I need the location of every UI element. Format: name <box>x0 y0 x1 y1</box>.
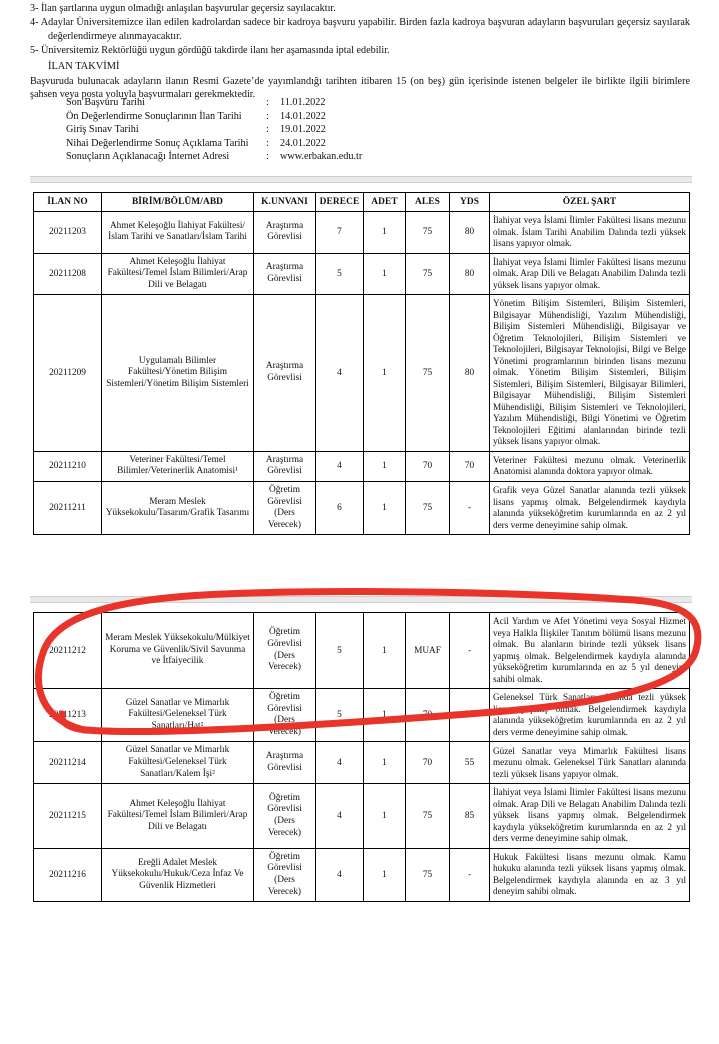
date-separator: : <box>266 110 269 122</box>
cell-birim: Meram Meslek Yüksekokulu/Mülkiyet Koruma ve Güvenlik/Sivil Savunma ve İtfaiyecilik <box>102 613 254 689</box>
cell-ozel-sart: Acil Yardım ve Afet Yönetimi veya Sosyal Hizmet veya Halkla İlişkiler Tanıtım bölümü lisans mezunu olmak. Bu alanların birinde tezli yüksek lisans yapmış olmak. Belgelendirmek kaydıyla alanında yükseköğretim kurumlarında en az 5 yıl deneyim sahibi olmak. <box>490 613 690 689</box>
intro-block <box>30 2 690 102</box>
cell-unvan: Araştırma Görevlisi <box>254 295 316 452</box>
intro-line-3: 3- İlan şartlarına uygun olmadığı anlaşılan başvurular geçersiz sayılacaktır. <box>30 3 336 14</box>
basvuru-paragraph: Başvuruda bulunacak adayların ilanın Resmi Gazete’de yayımlandığı tarihten itibaren 15 (on beş) gün içerisinde istenen belgeler ile birlikte ilgili birimlere şahsen veya posta yoluyla başvurmaları gerekmektedir. <box>30 75 690 100</box>
cell-ozel-sart: İlahiyat veya İslami İlimler Fakültesi lisans mezunu olmak. İslam Tarihi Anabilim Dalında tezli yüksek lisans yapıyor olmak. <box>490 212 690 254</box>
date-separator: : <box>266 97 269 108</box>
cell-adet: 1 <box>364 689 406 742</box>
cell-ilan-no: 20211213 <box>34 689 102 742</box>
cell-ilan-no: 20211209 <box>34 295 102 452</box>
cell-unvan: Araştırma Görevlisi <box>254 253 316 295</box>
table-row <box>34 253 690 295</box>
date-label: Son Başvuru Tarihi <box>66 97 145 108</box>
cell-ozel-sart: Veteriner Fakültesi mezunu olmak. Veterinerlik Anatomisi alanında doktora yapıyor olmak. <box>490 451 690 481</box>
cell-adet: 1 <box>364 295 406 452</box>
cell-derece: 5 <box>316 689 364 742</box>
date-label: Sonuçların Açıklanacağı İnternet Adresi <box>66 151 230 163</box>
intro-line-5: 5- Üniversitemiz Rektörlüğü uygun gördüğü takdirde ilanı her aşamasında iptal edebilir. <box>30 45 390 57</box>
cell-yds: - <box>450 613 490 689</box>
cell-birim: Ahmet Keleşoğlu İlahiyat Fakültesi/Temel İslam Bilimleri/Arap Dili ve Belagatı <box>102 784 254 849</box>
page-separator-bar <box>30 176 692 183</box>
table-row <box>34 295 690 452</box>
cell-unvan: Öğretim Görevlisi (Ders Verecek) <box>254 482 316 535</box>
table-row <box>34 613 690 689</box>
cell-derece: 7 <box>316 212 364 254</box>
cell-ales: 70 <box>406 742 450 784</box>
date-value: 19.01.2022 <box>280 124 326 136</box>
date-separator: : <box>266 124 269 136</box>
cell-birim: Güzel Sanatlar ve Mimarlık Fakültesi/Geleneksel Türk Sanatları/Hat² <box>102 689 254 742</box>
date-separator: : <box>266 137 269 149</box>
cell-ozel-sart: Grafik veya Güzel Sanatlar alanında tezli yüksek lisans yapmış olmak. Belgelendirmek kaydıyla alanında yükseköğretim kurumlarında en az 2 yıl ders verme deneyimine sahip olmak. <box>490 482 690 535</box>
cell-derece: 5 <box>316 253 364 295</box>
cell-ales: 75 <box>406 295 450 452</box>
date-value: 24.01.2022 <box>280 137 326 149</box>
cell-adet: 1 <box>364 451 406 481</box>
cell-unvan: Öğretim Görevlisi (Ders Verecek) <box>254 848 316 901</box>
cell-derece: 4 <box>316 742 364 784</box>
col-header-yds: YDS <box>450 193 490 212</box>
cell-ozel-sart: Geleneksel Türk Sanatları alanında tezli yüksek lisans yapmış olmak. Belgelendirmek kaydıyla alanında yükseköğretim kurumlarında en az 2 yıl ders verme deneyimine sahip olmak. <box>490 689 690 742</box>
table-row <box>34 848 690 901</box>
table-row <box>34 742 690 784</box>
table-row <box>34 784 690 849</box>
date-value: 14.01.2022 <box>280 110 326 122</box>
cell-yds: 80 <box>450 253 490 295</box>
cell-ales: 75 <box>406 253 450 295</box>
cell-birim: Uygulamalı Bilimler Fakültesi/Yönetim Bilişim Sistemleri/Yönetim Bilişim Sistemleri <box>102 295 254 452</box>
date-value: 11.01.2022 <box>280 97 326 108</box>
date-row <box>66 137 362 151</box>
date-value: www.erbakan.edu.tr <box>280 151 363 163</box>
cell-ozel-sart: Hukuk Fakültesi lisans mezunu olmak. Kamu hukuku alanında tezli yüksek lisans yapmış olmak. Belgelendirmek kaydıyla alanında en az 3 yıl deneyim sahibi olmak. <box>490 848 690 901</box>
cell-ales: 75 <box>406 848 450 901</box>
cell-ilan-no: 20211210 <box>34 451 102 481</box>
cell-adet: 1 <box>364 253 406 295</box>
cell-adet: 1 <box>364 613 406 689</box>
cell-yds: - <box>450 848 490 901</box>
table-row <box>34 212 690 254</box>
cell-unvan: Öğretim Görevlisi (Ders Verecek) <box>254 613 316 689</box>
cell-yds: 55 <box>450 742 490 784</box>
cell-adet: 1 <box>364 848 406 901</box>
cell-derece: 6 <box>316 482 364 535</box>
cell-birim: Ereğli Adalet Meslek Yüksekokulu/Hukuk/Ceza İnfaz Ve Güvenlik Hizmetleri <box>102 848 254 901</box>
date-row <box>66 123 362 137</box>
cell-ilan-no: 20211208 <box>34 253 102 295</box>
cell-adet: 1 <box>364 212 406 254</box>
date-separator: : <box>266 151 269 163</box>
cell-ilan-no: 20211215 <box>34 784 102 849</box>
page-separator-bar <box>30 596 692 603</box>
date-label: Ön Değerlendirme Sonuçlarının İlan Tarihi <box>66 110 242 122</box>
table-row <box>34 451 690 481</box>
cell-ilan-no: 20211211 <box>34 482 102 535</box>
cell-yds: 55 <box>450 689 490 742</box>
cell-birim: Ahmet Keleşoğlu İlahiyat Fakültesi/Temel İslam Bilimleri/Arap Dili ve Belagatı <box>102 253 254 295</box>
cell-unvan: Araştırma Görevlisi <box>254 451 316 481</box>
cell-ales: 75 <box>406 482 450 535</box>
cell-unvan: Araştırma Görevlisi <box>254 742 316 784</box>
cell-ozel-sart: İlahiyat veya İslami İlimler Fakültesi lisans mezunu olmak. Arap Dili ve Belagatı Anabilim Dalında tezli yüksek lisans yapmış olmak. Belgelendirmek kaydıyla yükseköğretim kurumlarında en az 2 yıl ders verme deneyimine sahip olmak. <box>490 784 690 849</box>
cell-ales: MUAF <box>406 613 450 689</box>
cell-ozel-sart: İlahiyat veya İslami İlimler Fakültesi lisans mezunu olmak. Arap Dili ve Belagatı Anabilim Dalında tezli yüksek lisans yapıyor olmak. <box>490 253 690 295</box>
date-label: Nihai Değerlendirme Sonuç Açıklama Tarihi <box>66 137 249 149</box>
date-row <box>66 110 362 124</box>
cell-adet: 1 <box>364 482 406 535</box>
cell-adet: 1 <box>364 742 406 784</box>
cell-ales: 75 <box>406 212 450 254</box>
table-row <box>34 689 690 742</box>
col-header-adet: ADET <box>364 193 406 212</box>
cell-adet: 1 <box>364 784 406 849</box>
cell-derece: 4 <box>316 784 364 849</box>
table-header-row <box>34 193 690 212</box>
cell-unvan: Öğretim Görevlisi (Ders Verecek) <box>254 689 316 742</box>
col-header-ales: ALES <box>406 193 450 212</box>
cell-ales: 70 <box>406 689 450 742</box>
cell-unvan: Araştırma Görevlisi <box>254 212 316 254</box>
col-header-derece: DERECE <box>316 193 364 212</box>
cell-yds: 70 <box>450 451 490 481</box>
cell-ales: 70 <box>406 451 450 481</box>
date-row <box>66 96 362 110</box>
ilan-takvimi-dates <box>66 96 362 164</box>
cell-birim: Meram Meslek Yüksekokulu/Tasarım/Grafik Tasarımı <box>102 482 254 535</box>
date-label: Giriş Sınav Tarihi <box>66 124 139 136</box>
cell-derece: 5 <box>316 613 364 689</box>
cell-derece: 4 <box>316 451 364 481</box>
ilan-takvimi-heading: İLAN TAKVİMİ <box>48 60 120 72</box>
kadro-table-top <box>33 192 689 535</box>
cell-ilan-no: 20211212 <box>34 613 102 689</box>
col-header-birim: BİRİM/BÖLÜM/ABD <box>102 193 254 212</box>
cell-ilan-no: 20211214 <box>34 742 102 784</box>
table-row <box>34 482 690 535</box>
cell-ozel-sart: Yönetim Bilişim Sistemleri, Bilişim Sistemleri, Bilgisayar Mühendisliği, Yazılım Mühendisliği, Bilişim Sistemleri Mühendisliği, Bilgisayar ve Öğretim Teknolojileri, Bilişim Sistemleri ve Teknolojileri, Bilgisayar Teknolojisi, Bilgi ve Belge Yönetimi programlarının birinden lisans mezunu olmak. Yönetim Bilişim Sistemleri, Bilişim Sistemleri, Bilişim Sistemleri, Bilgisayar Bilimleri, Bilgisayar Mühendisliği, Bilişim Sistemleri Mühendisliği, Bilişim Sistemleri ve Teknolojileri, Yazılım Mühendisliği, Bilgi Yönetimi ve Öğretim Teknolojileri Eğitimi alanlarından birinde tezli yüksek lisans yapıyor olmak. <box>490 295 690 452</box>
cell-birim: Güzel Sanatlar ve Mimarlık Fakültesi/Geleneksel Türk Sanatları/Kalem İşi² <box>102 742 254 784</box>
cell-ozel-sart: Güzel Sanatlar veya Mimarlık Fakültesi lisans mezunu olmak. Geleneksel Türk Sanatları alanında tezli yüksek lisans yapıyor olmak. <box>490 742 690 784</box>
cell-derece: 4 <box>316 848 364 901</box>
date-row <box>66 150 362 164</box>
kadro-table-bottom <box>33 612 689 902</box>
cell-birim: Ahmet Keleşoğlu İlahiyat Fakültesi/İslam Tarihi ve Sanatları/İslam Tarihi <box>102 212 254 254</box>
cell-birim: Veteriner Fakültesi/Temel Bilimler/Veterinerlik Anatomisi¹ <box>102 451 254 481</box>
cell-yds: 85 <box>450 784 490 849</box>
col-header-unvan: K.UNVANI <box>254 193 316 212</box>
col-header-ozel-sart: ÖZEL ŞART <box>490 193 690 212</box>
col-header-ilan-no: İLAN NO <box>34 193 102 212</box>
cell-ales: 75 <box>406 784 450 849</box>
cell-unvan: Öğretim Görevlisi (Ders Verecek) <box>254 784 316 849</box>
cell-yds: 80 <box>450 295 490 452</box>
cell-yds: - <box>450 482 490 535</box>
intro-line-4: 4- Adaylar Üniversitemizce ilan edilen kadrolardan sadece bir kadroya başvuru yapabilir. Birden fazla kadroya başvuran adayların başvuruları geçersiz sayılarak değerlendirmeye alınmayacaktır. <box>30 17 690 42</box>
cell-yds: 80 <box>450 212 490 254</box>
cell-ilan-no: 20211216 <box>34 848 102 901</box>
cell-derece: 4 <box>316 295 364 452</box>
cell-ilan-no: 20211203 <box>34 212 102 254</box>
